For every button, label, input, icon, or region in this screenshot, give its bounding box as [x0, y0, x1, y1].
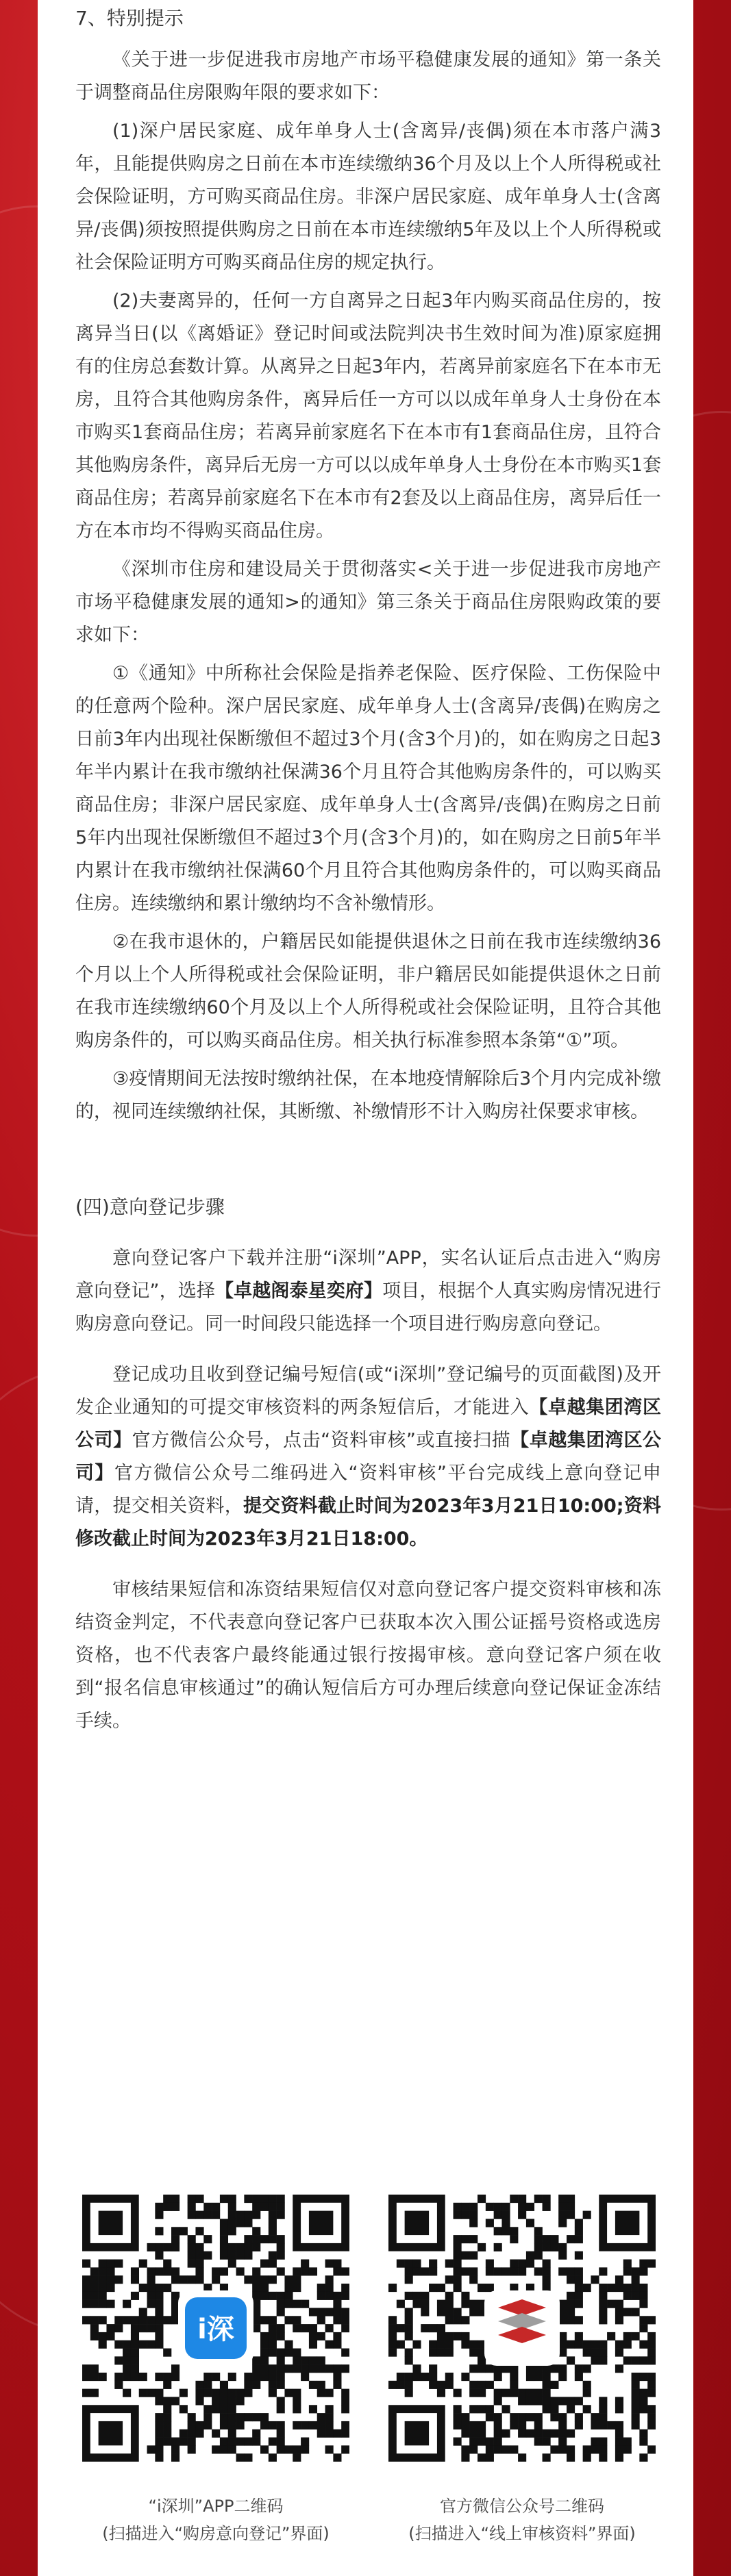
text-run: 意向登记客户下载并注册“i深圳”APP，实名认证后点击进入“购房意向登记”，选择 — [75, 1248, 661, 1302]
section4-heading: (四)意向登记步骤 — [75, 1196, 225, 1218]
text-run: 官方微信公众号二维码进入“资料审核”平台完成线上意向登记申请，提交相关资料， — [75, 1463, 661, 1517]
text-run: 项目，根据个人真实购房情况进行购房意向登记。同一时间段只能选择一个项目进行购房意向登记。 — [75, 1280, 662, 1335]
svg-text:i深: i深 — [197, 2314, 234, 2345]
paragraph: 《深圳市住房和建设局关于贯彻落实<关于进一步促进我市房地产市场平稳健康发展的通知>的通知》第三条关于商品住房限购政策的要求如下： — [75, 559, 661, 646]
ishenzhen-qr-panel — [75, 2195, 356, 2482]
paragraph: (1)深户居民家庭、成年单身人士(含离异/丧偶)须在本市落户满3年，且能提供购房之日前在本市连续缴纳36个月及以上个人所得税或社会保险证明，方可购买商品住房。非深户居民家庭、成年单身人士(含离异/丧偶)须按照提供购房之日前在本市连续缴纳5年及以上个人所得税或社会保险证明方可购买商品住房的规定执行。 — [75, 121, 661, 273]
caption-line: (扫描进入“购房意向登记”界面) — [102, 2524, 330, 2543]
company-name: 【卓越集团湾区公司】 — [75, 1430, 662, 1484]
ishenzhen-qr-caption — [72, 2492, 360, 2547]
paragraph: ①《通知》中所称社会保险是指养老保险、医疗保险、工伤保险中的任意两个险种。深户居民家庭、成年单身人士(含离异/丧偶)在购房之日前3年内出现社保断缴但不超过3个月(含3个月)的，如在购房之日起3年半内累计在我市缴纳社保满36个月且符合其他购房条件的，可以购买商品住房；非深户居民家庭、成年单身人士(含离异/丧偶)在购房之日前5年内出现社保断缴但不超过3个月(含3个月)的，如在购房之日前5年半内累计在我市缴纳社保满60个月且符合其他购房条件的，可以购买商品住房。连续缴纳和累计缴纳均不含补缴情形。 — [75, 663, 661, 914]
caption-line: 官方微信公众号二维码 — [440, 2497, 604, 2516]
caption-line: (扫描进入“线上审核资料”界面) — [408, 2524, 636, 2543]
text-run: 官方微信公众号，点击“资料审核”或直接扫描 — [132, 1430, 511, 1451]
project-name: 【卓越阁泰星奕府】 — [215, 1280, 383, 1302]
zhuoyue-logo-icon — [484, 2290, 560, 2366]
ishenzhen-app-icon — [178, 2290, 253, 2366]
wechat-qr-caption — [378, 2492, 666, 2547]
paragraph: 《关于进一步促进我市房地产市场平稳健康发展的通知》第一条关于调整商品住房限购年限的要求如下： — [75, 49, 661, 103]
text-run: 登记成功且收到登记编号短信(或“i深圳”登记编号的页面截图)及开发企业通知的可提交审核资料的两条短信后，才能进入 — [75, 1364, 661, 1418]
wechat-qr-code[interactable] — [388, 2195, 656, 2462]
article-body — [75, 0, 661, 1738]
wechat-qr-panel — [382, 2195, 662, 2482]
paragraph: ②在我市退休的，户籍居民如能提供退休之日前在我市连续缴纳36个月以上个人所得税或社会保险证明，非户籍居民如能提供退休之日前在我市连续缴纳60个月及以上个人所得税或社会保险证明，且符合其他购房条件的，可以购买商品住房。相关执行标准参照本条第“①”项。 — [75, 931, 661, 1051]
section7-heading: 7、特别提示 — [75, 7, 184, 29]
paragraph: (2)夫妻离异的，任何一方自离异之日起3年内购买商品住房的，按离异当日(以《离婚证》登记时间或法院判决书生效时间为准)原家庭拥有的住房总套数计算。从离异之日起3年内，若离异前家庭名下在本市无房，且符合其他购房条件，离异后任一方可以以成年单身人士身份在本市购买1套商品住房；若离异前家庭名下在本市有1套商品住房，且符合其他购房条件，离异后无房一方可以以成年单身人士身份在本市购买1套商品住房；若离异前家庭名下在本市有2套及以上商品住房，离异后任一方在本市均不得购买商品住房。 — [75, 290, 661, 542]
ishenzhen-qr-code[interactable] — [82, 2195, 349, 2462]
paragraph: 审核结果短信和冻资结果短信仅对意向登记客户提交资料审核和冻结资金判定，不代表意向登记客户已获取本次入围公证摇号资格或选房资格，也不代表客户最终能通过银行按揭审核。意向登记客户须在收到“报名信息审核通过”的确认短信后方可办理后续意向登记保证金冻结手续。 — [75, 1579, 661, 1732]
paragraph — [75, 1359, 661, 1556]
paragraph: ③疫情期间无法按时缴纳社保，在本地疫情解除后3个月内完成补缴的，视同连续缴纳社保，其断缴、补缴情形不计入购房社保要求审核。 — [75, 1068, 661, 1122]
paragraph — [75, 1242, 661, 1341]
company-name: 【卓越集团湾区公司】 — [75, 1397, 662, 1451]
caption-line: “i深圳”APP二维码 — [148, 2497, 284, 2516]
deadline-text: 提交资料截止时间为2023年3月21日10:00;资料修改截止时间为2023年3月21日18:00。 — [75, 1495, 662, 1550]
